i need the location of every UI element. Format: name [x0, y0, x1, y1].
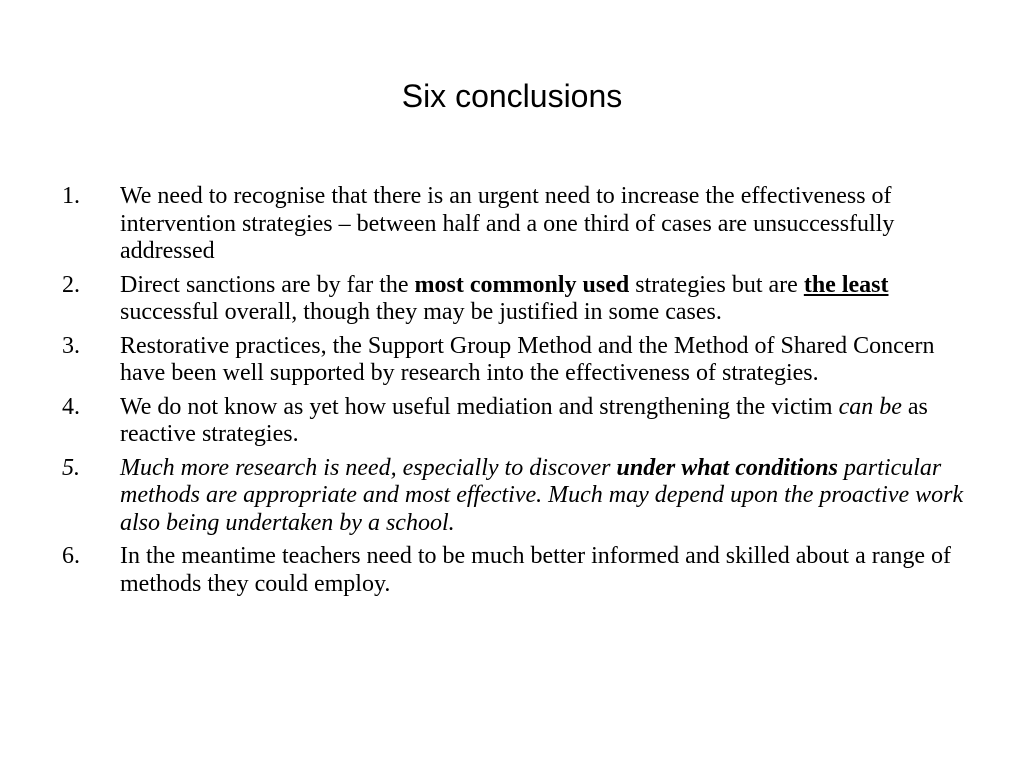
item-number: 5. — [62, 454, 80, 481]
item-text: particular methods are appropriate and most effective. Much may depend upon the proactive work also being undertaken by a school. — [120, 454, 964, 536]
item-text: Much more research is need, especially to discover — [120, 454, 617, 481]
list-item — [60, 333, 980, 388]
emphasis-under-what-conditions: under what conditions — [616, 454, 838, 481]
list-item — [60, 455, 980, 538]
item-text: as reactive strategies. — [120, 393, 928, 447]
emphasis-the-least: the least — [803, 271, 889, 298]
list-item — [60, 272, 980, 327]
item-text: In the meantime teachers need to be much better informed and skilled about a range of methods they could employ. — [120, 543, 952, 597]
list-item — [60, 543, 980, 598]
emphasis-most-commonly-used: most commonly used — [414, 271, 630, 298]
item-text: We do not know as yet how useful mediation and strengthening the victim — [120, 393, 839, 420]
item-text: strategies but are — [629, 271, 804, 298]
slide-title: Six conclusions — [401, 78, 623, 114]
list-item — [60, 183, 980, 266]
item-number: 3. — [62, 332, 80, 359]
item-text: successful overall, though they may be justified in some cases. — [120, 299, 722, 325]
item-number: 2. — [62, 271, 80, 298]
item-text: Restorative practices, the Support Group Method and the Method of Shared Concern have been well supported by research into the effectiveness of strategies. — [120, 332, 935, 386]
item-text: We need to recognise that there is an urgent need to increase the effectiveness of intervention strategies – between half and a one third of cases are unsuccessfully addressed — [120, 183, 895, 264]
list-item — [60, 394, 980, 449]
item-number: 6. — [62, 543, 80, 569]
item-text: Direct sanctions are by far the — [120, 271, 415, 298]
conclusions-list — [60, 183, 980, 604]
item-number: 1. — [62, 183, 80, 209]
emphasis-can-be: can be — [838, 393, 902, 420]
item-number: 4. — [62, 393, 80, 420]
